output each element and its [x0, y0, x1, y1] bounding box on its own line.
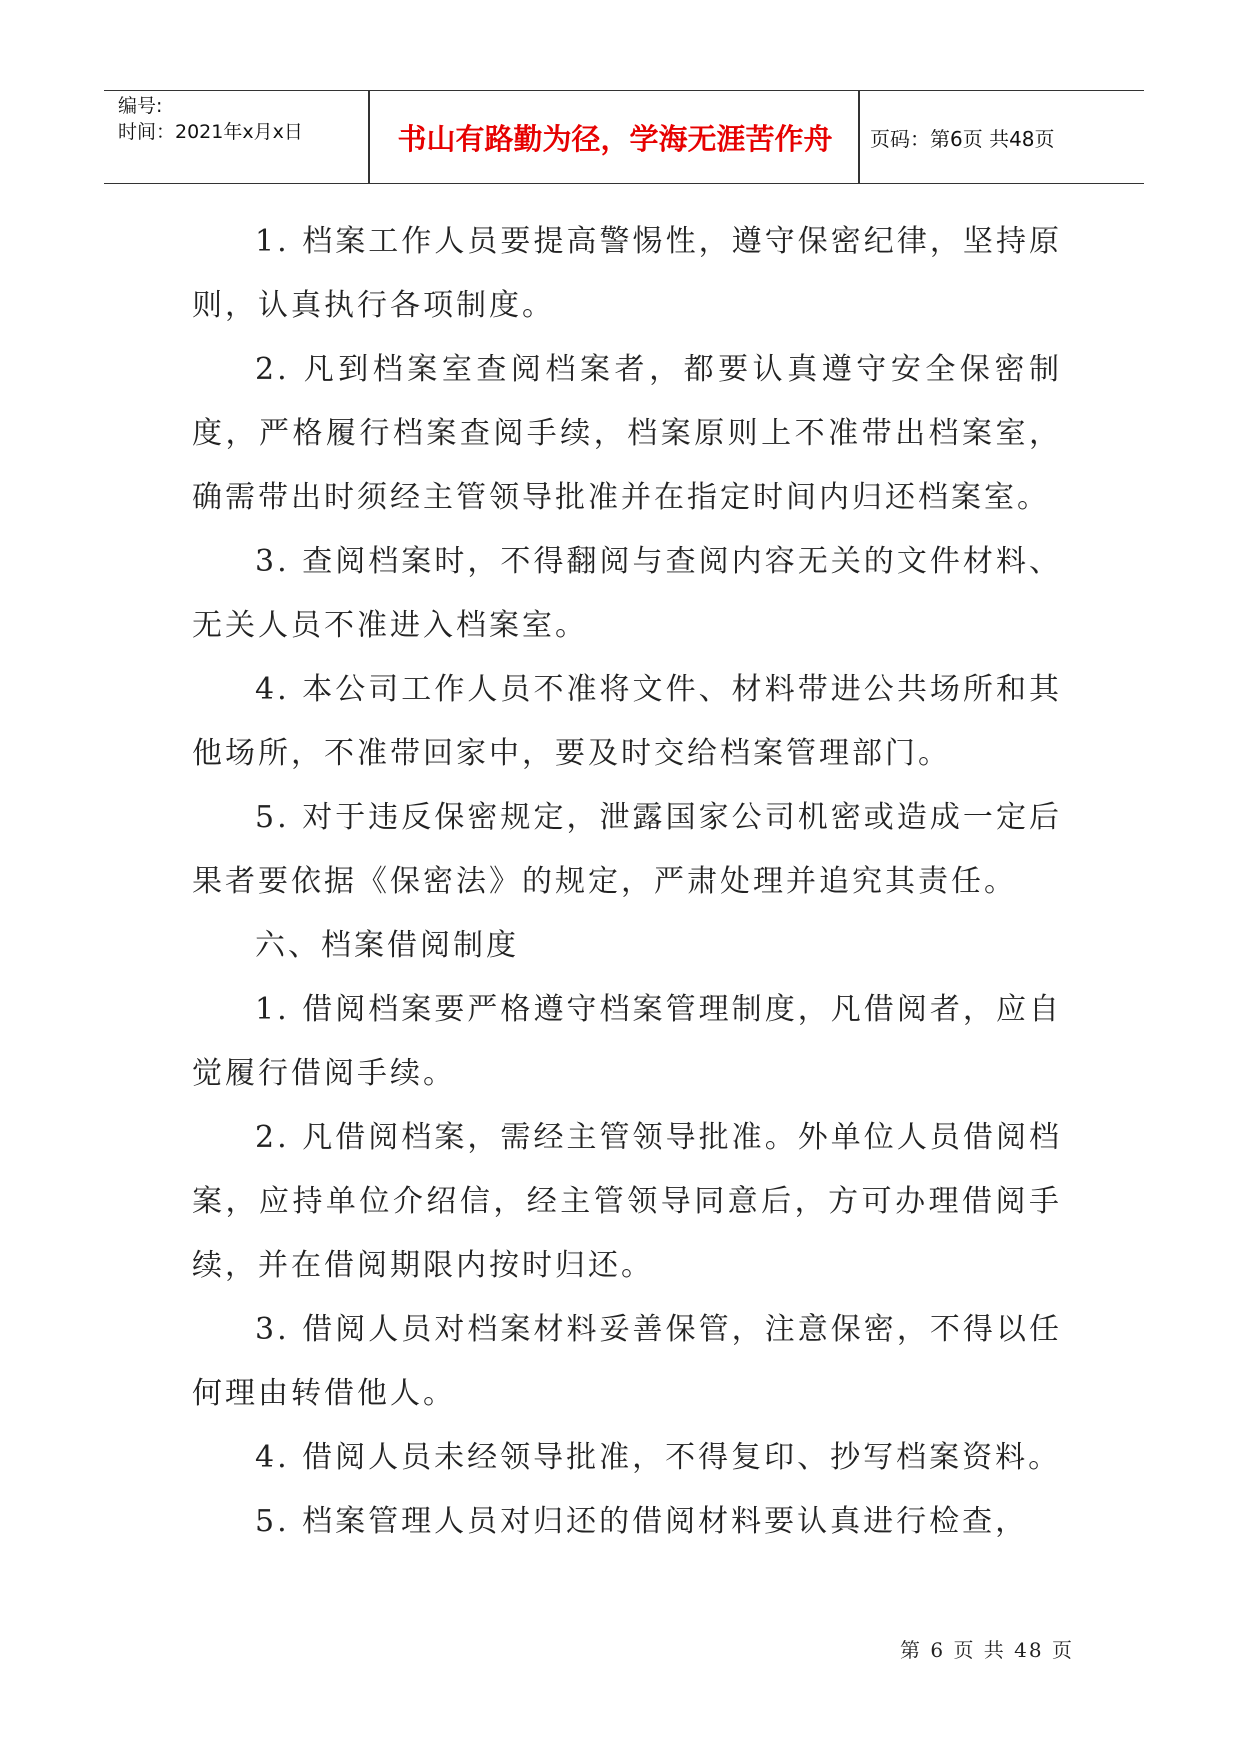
paragraph: 1. 借阅档案要严格遵守档案管理制度，凡借阅者，应自觉履行借阅手续。: [192, 992, 1062, 1091]
paragraph: 1. 档案工作人员要提高警惕性，遵守保密纪律，坚持原则，认真执行各项制度。: [192, 224, 1062, 323]
paragraph: 3. 查阅档案时，不得翻阅与查阅内容无关的文件材料、无关人员不准进入档案室。: [192, 544, 1062, 643]
paragraph: 2. 凡到档案室查阅档案者，都要认真遵守安全保密制度，严格履行档案查阅手续，档案原则上不准带出档案室，确需带出时须经主管领导批准并在指定时间内归还档案室。: [192, 352, 1062, 515]
section-heading: 六、档案借阅制度: [255, 928, 519, 963]
page-footer: 第 6 页 共 48 页: [900, 1638, 1074, 1662]
document-number-label: 编号:: [118, 95, 163, 117]
document-time-label: 时间：2021年x月x日: [118, 121, 303, 143]
header-motto: 书山有路勤为径，学海无涯苦作舟: [397, 121, 833, 156]
paragraph: 4. 本公司工作人员不准将文件、材料带进公共场所和其他场所，不准带回家中，要及时交给档案管理部门。: [192, 672, 1062, 771]
header-divider-right: [858, 91, 860, 183]
page-header: [104, 90, 1144, 184]
document-body: [192, 210, 1062, 1554]
paragraph: 4. 借阅人员未经领导批准，不得复印、抄写档案资料。: [255, 1440, 1062, 1475]
header-page-info: 页码：第6页 共48页: [870, 126, 1055, 151]
paragraph: 5. 档案管理人员对归还的借阅材料要认真进行检查，: [255, 1504, 1029, 1539]
paragraph: 5. 对于违反保密规定，泄露国家公司机密或造成一定后果者要依据《保密法》的规定，严肃处理并追究其责任。: [192, 800, 1062, 899]
header-meta: [118, 93, 368, 145]
paragraph: 3. 借阅人员对档案材料妥善保管，注意保密，不得以任何理由转借他人。: [192, 1312, 1062, 1411]
paragraph: 2. 凡借阅档案，需经主管领导批准。外单位人员借阅档案，应持单位介绍信，经主管领导同意后，方可办理借阅手续，并在借阅期限内按时归还。: [192, 1120, 1062, 1283]
